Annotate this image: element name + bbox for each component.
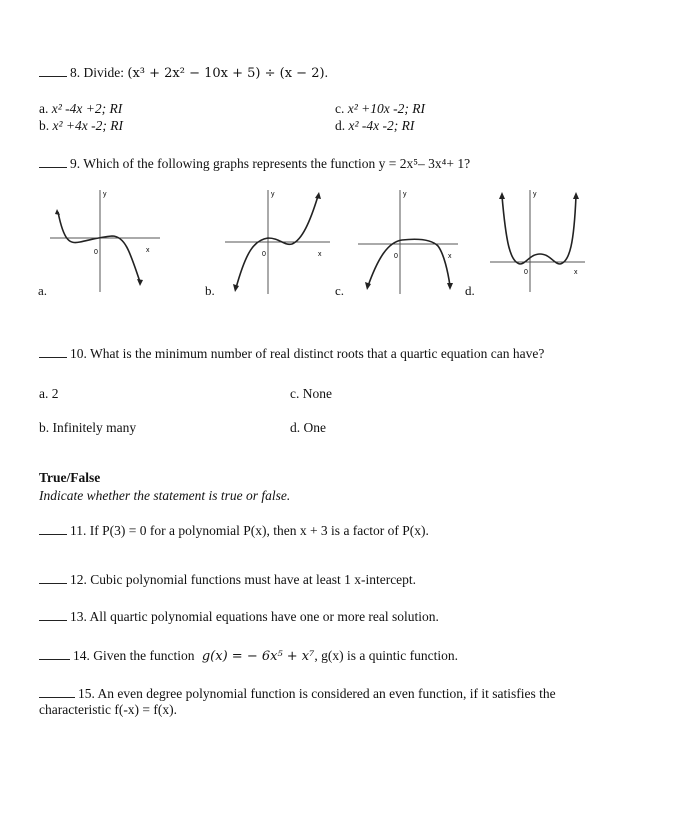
arrow-head (315, 192, 321, 199)
q10-option-a: a. 2 (39, 386, 59, 401)
x-axis-label: x (318, 251, 322, 258)
question-8 (39, 64, 328, 81)
q8-option-a (39, 101, 122, 117)
y-axis-label: y (271, 191, 275, 198)
graph-d[interactable] (490, 190, 585, 292)
option-letter: c. (335, 101, 345, 116)
option-text: x² -4x +2; RI (51, 101, 123, 116)
q10-option-c: c. None (290, 386, 332, 401)
option-letter: d. (335, 118, 346, 133)
answer-blank-11[interactable] (39, 522, 67, 535)
q13-text: 13. All quartic polynomial equations have one or more real solution. (70, 609, 439, 624)
q14-suffix: , g(x) is a quintic function. (314, 648, 458, 663)
origin-label: 0 (524, 269, 528, 276)
question-13 (39, 608, 439, 625)
arrow-head (499, 192, 505, 199)
q10-option-d: d. One (290, 420, 326, 435)
curve-d (502, 196, 576, 264)
graph-c[interactable] (358, 190, 458, 294)
question-15 (39, 685, 556, 702)
q8-number: 8. Divide: (70, 65, 124, 80)
answer-blank-12[interactable] (39, 571, 67, 584)
arrow-head (447, 283, 453, 290)
graph-c-label: c. (335, 283, 345, 298)
answer-blank-15[interactable] (39, 685, 75, 698)
q12-text: 12. Cubic polynomial functions must have at least 1 x-intercept. (70, 572, 417, 587)
q14-prefix: 14. Given the function (73, 648, 195, 663)
q8-option-c (335, 101, 425, 117)
answer-blank-14[interactable] (39, 647, 70, 660)
option-text: x² +4x -2; RI (52, 118, 123, 133)
question-12 (39, 571, 416, 588)
option-text: x² -4x -2; RI (348, 118, 415, 133)
y-axis-label: y (403, 191, 407, 198)
option-text: x² +10x -2; RI (347, 101, 425, 116)
y-axis-label: y (533, 191, 537, 198)
q10-option-b: b. Infinitely many (39, 420, 137, 435)
origin-label: 0 (394, 253, 398, 260)
q15-line2: characteristic f(-x) = f(x). (39, 702, 178, 717)
arrow-head (365, 282, 371, 290)
q9-text: 9. Which of the following graphs represents the function y = 2x⁵– 3x⁴+ 1? (70, 156, 471, 171)
arrow-head (573, 192, 579, 199)
graph-a-label: a. (38, 283, 48, 298)
origin-label: 0 (262, 251, 266, 258)
x-axis-label: x (146, 247, 150, 254)
question-9 (39, 155, 470, 172)
option-letter: b. (39, 118, 50, 133)
origin-label: 0 (94, 249, 98, 256)
y-axis-label: y (103, 191, 107, 198)
curve-c (368, 239, 450, 286)
answer-blank-8[interactable] (39, 64, 67, 77)
arrow-head (55, 209, 60, 215)
graph-b-label: b. (205, 283, 215, 298)
answer-blank-10[interactable] (39, 345, 67, 358)
question-14 (39, 647, 458, 664)
q8-option-d (335, 118, 414, 134)
answer-blank-13[interactable] (39, 608, 67, 621)
q15-line1: 15. An even degree polynomial function is considered an even function, if it satisfies the (78, 686, 556, 701)
graph-a[interactable] (50, 190, 160, 292)
q11-text: 11. If P(3) = 0 for a polynomial P(x), then x + 3 is a factor of P(x). (70, 523, 429, 538)
q14-expression: g(x) = − 6x⁵ + x⁷ (201, 649, 315, 664)
arrow-head (137, 279, 143, 286)
q10-text: 10. What is the minimum number of real distinct roots that a quartic equation can have? (70, 346, 545, 361)
option-letter: a. (39, 101, 49, 116)
curve-a (58, 212, 140, 282)
graph-d-label: d. (465, 283, 475, 298)
section-instructions: Indicate whether the statement is true or false. (39, 488, 291, 503)
q8-expression: (x³ + 2x² − 10x + 5) ÷ (x − 2) (127, 66, 325, 81)
x-axis-label: x (574, 269, 578, 276)
graph-b[interactable] (225, 190, 330, 294)
arrow-head (233, 284, 239, 292)
q8-trailing: . (324, 65, 328, 80)
q8-option-b (39, 118, 123, 134)
question-11 (39, 522, 429, 539)
q9-graphs (40, 182, 600, 297)
answer-blank-9[interactable] (39, 155, 67, 168)
question-10 (39, 345, 544, 362)
section-title: True/False (39, 470, 101, 485)
x-axis-label: x (448, 253, 452, 260)
